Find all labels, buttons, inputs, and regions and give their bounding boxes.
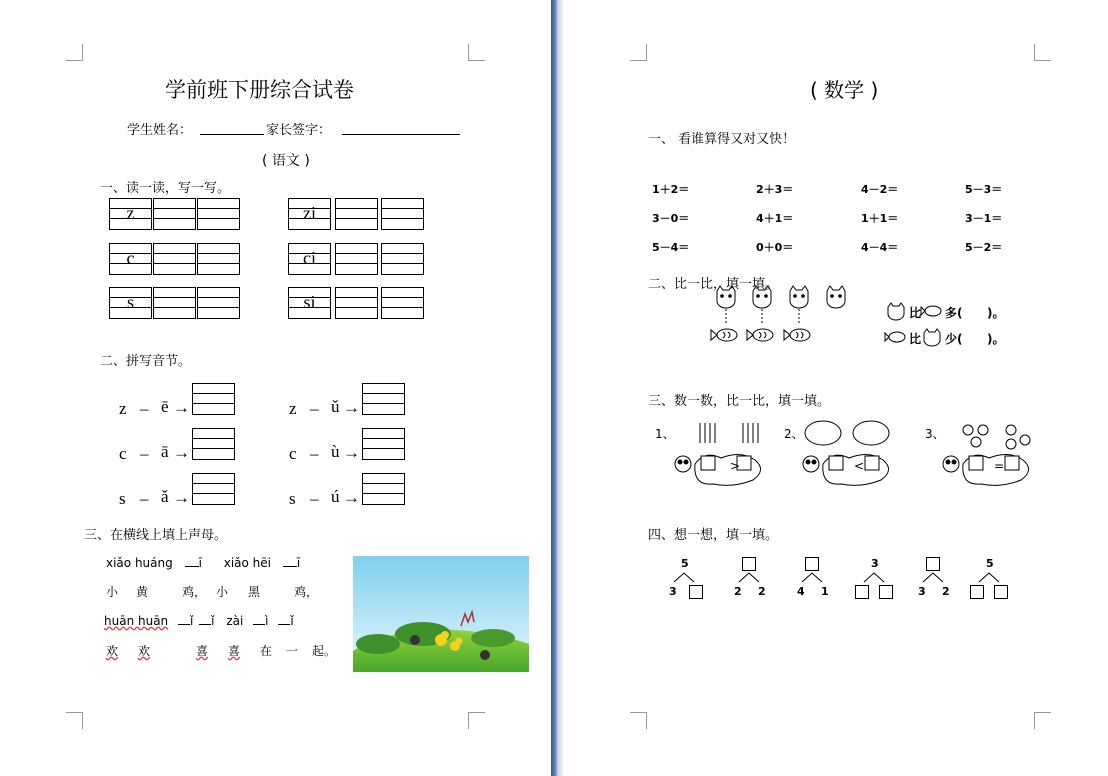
poem-line-4: 欢 欢 喜 喜 在 一 起。 [106, 644, 337, 658]
sum-item: 4－4＝ [861, 241, 899, 254]
tree-branch [737, 571, 761, 583]
sum-item: 3－0＝ [652, 212, 690, 225]
subject-chinese: ( 语文 ) [262, 153, 310, 169]
fish-icon [747, 329, 773, 341]
sum-item: 0＋0＝ [756, 241, 794, 254]
tree-top-number: 3 [871, 557, 879, 570]
cats-and-fish-picture [711, 285, 851, 355]
write-box[interactable] [153, 287, 196, 319]
fish-icon [784, 329, 810, 341]
answer-box[interactable] [192, 383, 235, 415]
chicks-picture [353, 556, 529, 672]
write-box[interactable] [335, 198, 378, 230]
fishbowls-compare-picture [801, 418, 901, 488]
compare-sign: > [730, 459, 741, 473]
sum-item: 1＋1＝ [861, 212, 899, 225]
answer-box[interactable] [362, 428, 405, 460]
pinyin-line-3: huān huān ǐ ǐ zài ì ǐ [104, 614, 294, 628]
crop-mark [468, 712, 485, 729]
sum-item: 4＋1＝ [756, 212, 794, 225]
tree-top-number: 5 [681, 557, 689, 570]
tree-right-number: 1 [821, 585, 829, 598]
answer-box[interactable] [362, 473, 405, 505]
compare-text: 比 [909, 332, 922, 346]
crop-mark [66, 712, 83, 729]
tree-branch [862, 571, 886, 583]
crop-mark [630, 712, 647, 729]
write-box[interactable] [197, 287, 240, 319]
section-3-title: 三、在横线上填上声母。 [84, 528, 228, 543]
fish-icon [711, 329, 737, 341]
section-2-title: 二、拼写音节。 [100, 354, 192, 369]
letter-box-zi: zi [288, 198, 331, 230]
apples-compare-picture [941, 418, 1041, 488]
letter-box-s: s [109, 287, 152, 319]
tree-right-box[interactable] [879, 585, 893, 599]
math-section-4-title: 四、想一想，填一填。 [648, 528, 779, 543]
compare-text: 比 [909, 306, 922, 320]
compare-text: 少( [945, 332, 963, 346]
tree-branch [921, 571, 945, 583]
page-left: 学前班下册综合试卷 学生姓名： 家长签字： ( 语文 ) 一、读一读，写一写。 z zi c ci s si 二、拼写音节。 z – ē → z – ǔ → c – ā → c – ù → s – ǎ → s – ú → 三、在横线上填上声母。 xiǎo huáng ī xiǎo hēi ī 小 黄 鸡， 小 黑 鸡， huān huān ǐ ǐ zài ì ǐ 欢 欢 喜 喜 在 一 起。 [0, 0, 551, 776]
tree-left-number: 4 [797, 585, 805, 598]
tree-right-box[interactable] [689, 585, 703, 599]
crop-mark [468, 44, 485, 61]
write-box[interactable] [381, 243, 424, 275]
tree-top-box[interactable] [805, 557, 819, 571]
tree-left-number: 3 [918, 585, 926, 598]
question-number: 1、 [655, 427, 675, 441]
tree-left-box[interactable] [855, 585, 869, 599]
question-number: 3、 [925, 427, 945, 441]
cat-icon [921, 328, 943, 346]
pinyin-line-1: xiǎo huáng ī xiǎo hēi ī [106, 556, 301, 570]
sum-item: 5－3＝ [965, 183, 1003, 196]
section-1-title: 一、读一读，写一写。 [100, 181, 231, 196]
parent-sign-field[interactable] [342, 134, 460, 135]
sum-item: 1＋2＝ [652, 183, 690, 196]
page-title: 学前班下册综合试卷 [165, 78, 354, 102]
write-box[interactable] [197, 198, 240, 230]
letter-box-z: z [109, 198, 152, 230]
tree-left-number: 2 [734, 585, 742, 598]
pencils-compare-picture [673, 418, 773, 488]
compare-text: 多( [945, 306, 963, 320]
math-section-2-title: 二、比一比，填一填。 [648, 277, 779, 292]
question-number: 2、 [784, 427, 804, 441]
page-right [563, 0, 1108, 776]
fish-icon [885, 328, 907, 346]
answer-box[interactable] [192, 428, 235, 460]
tree-top-box[interactable] [926, 557, 940, 571]
crop-mark [630, 44, 647, 61]
tree-right-box[interactable] [994, 585, 1008, 599]
write-box[interactable] [381, 287, 424, 319]
answer-box[interactable] [362, 383, 405, 415]
write-box[interactable] [197, 243, 240, 275]
cat-icon [885, 302, 907, 320]
page-divider [551, 0, 563, 776]
cat-icon [753, 286, 771, 308]
write-box[interactable] [335, 243, 378, 275]
cat-icon [827, 286, 845, 308]
tree-right-number: 2 [942, 585, 950, 598]
student-name-label: 学生姓名： [127, 123, 193, 138]
compare-sign: = [994, 459, 1005, 473]
subject-math: ( 数学 ) [810, 78, 879, 102]
sum-item: 3－1＝ [965, 212, 1003, 225]
tree-branch [672, 571, 696, 583]
sum-item: 5－2＝ [965, 241, 1003, 254]
fish-icon [921, 302, 943, 320]
compare-text: )。 [987, 306, 1005, 320]
tree-left-number: 3 [669, 585, 677, 598]
sum-item: 5－4＝ [652, 241, 690, 254]
letter-box-c: c [109, 243, 152, 275]
cat-icon [717, 286, 735, 308]
tree-branch [977, 571, 1001, 583]
tree-branch [800, 571, 824, 583]
compare-sign: < [854, 459, 865, 473]
math-section-3-title: 三、数一数，比一比，填一填。 [648, 394, 831, 409]
sum-item: 4－2＝ [861, 183, 899, 196]
write-box[interactable] [335, 287, 378, 319]
math-section-1-title: 一、 看谁算得又对又快！ [648, 132, 796, 147]
tree-top-box[interactable] [742, 557, 756, 571]
write-box[interactable] [153, 243, 196, 275]
poem-line-2: 小 黄 鸡， 小 黑 鸡， [106, 585, 319, 599]
tree-right-number: 2 [758, 585, 766, 598]
letter-box-ci: ci [288, 243, 331, 275]
answer-box[interactable] [192, 473, 235, 505]
write-box[interactable] [153, 198, 196, 230]
student-name-field[interactable] [200, 134, 264, 135]
cat-icon [790, 286, 808, 308]
crop-mark [66, 44, 83, 61]
crop-mark [1034, 712, 1051, 729]
tree-top-number: 5 [986, 557, 994, 570]
parent-sign-label: 家长签字： [266, 123, 332, 138]
sum-item: 2＋3＝ [756, 183, 794, 196]
letter-box-si: si [288, 287, 331, 319]
tree-left-box[interactable] [970, 585, 984, 599]
crop-mark [1034, 44, 1051, 61]
compare-text: )。 [987, 332, 1005, 346]
write-box[interactable] [381, 198, 424, 230]
